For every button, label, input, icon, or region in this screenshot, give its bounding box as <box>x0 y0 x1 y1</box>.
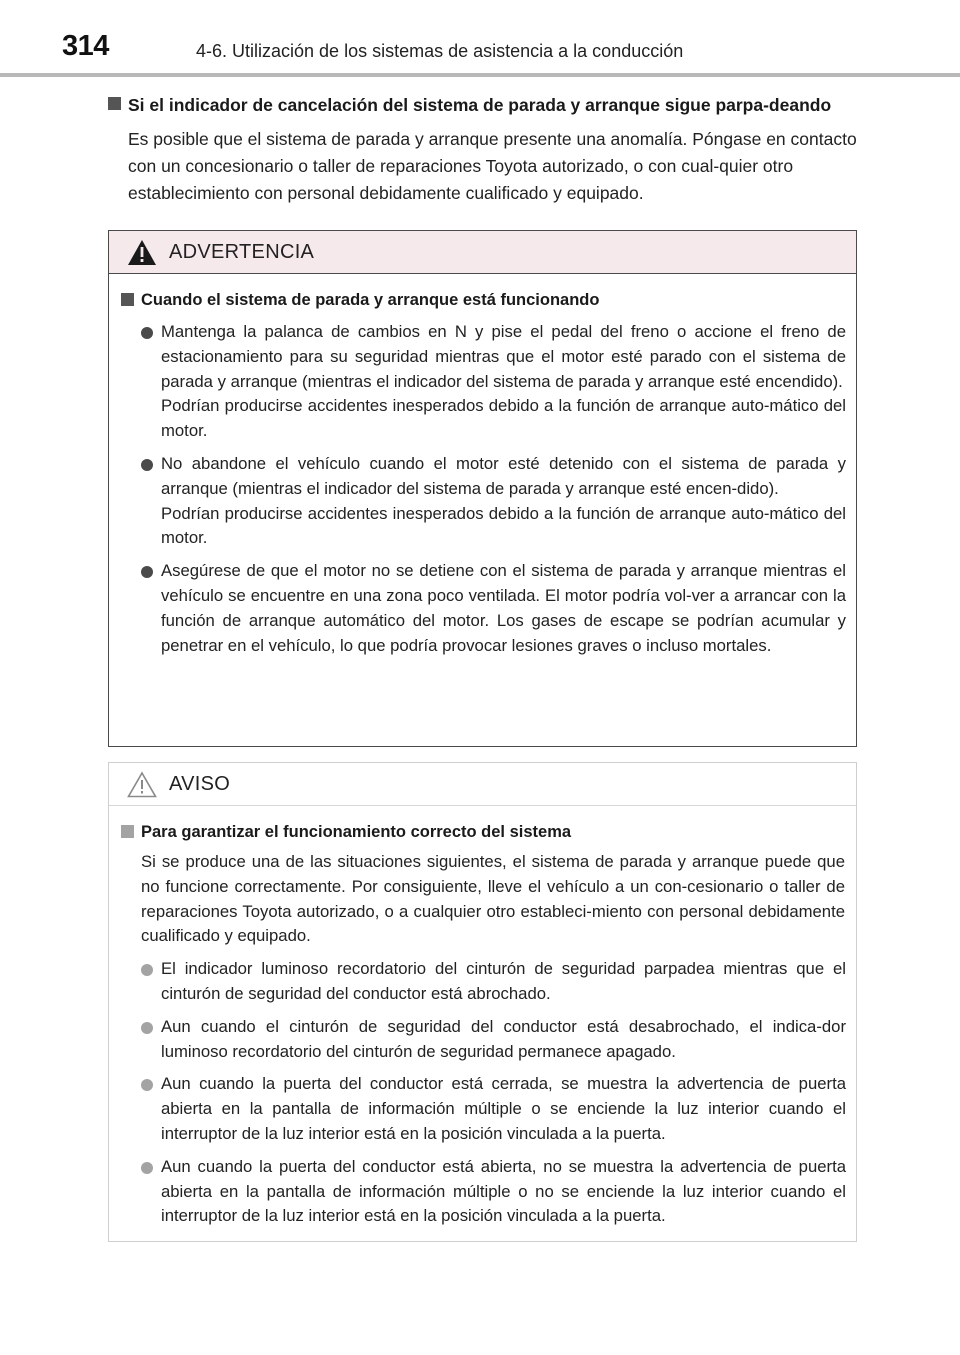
bullet-text: Mantenga la palanca de cambios en N y pise el pedal del freno o accione el freno de estacionamiento para su seguridad mientras que el motor esté parado con el sistema de parada y arranque (mientras el indicador del sistema de parada y arranque esté encendido). <box>161 322 846 391</box>
bullet-icon <box>141 327 153 339</box>
notice-title: AVISO <box>169 772 231 795</box>
bullet-text: El indicador luminoso recordatorio del cinturón de seguridad parpadea mientras que el cinturón de seguridad del conductor está abrochado. <box>161 959 846 1003</box>
bullet-text: Asegúrese de que el motor no se detiene con el sistema de parada y arranque mientras el vehículo se encuentre en una zona poco ventilada. El motor podría vol-ver a arrancar con la función de arranque automático del motor. Los gases de escape se podrían acumular y penetrar en el vehículo, lo que podría provocar lesiones graves o incluso mortales. <box>161 561 846 655</box>
bullet-icon <box>141 1162 153 1174</box>
list-item <box>121 1072 846 1146</box>
notice-triangle-icon <box>127 771 157 798</box>
bullet-icon <box>141 964 153 976</box>
bullet-text: Aun cuando la puerta del conductor está cerrada, se muestra la advertencia de puerta abierta en la pantalla de información múltiple o se enciende la luz interior cuando el interruptor de la luz interior está en la posición vinculada a la puerta. <box>161 1074 846 1143</box>
bullet-note: Podrían producirse accidentes inesperados debido a la función de arranque auto-mático del motor. <box>161 503 846 548</box>
list-item <box>121 1015 846 1065</box>
list-item <box>121 559 846 658</box>
warning-box <box>108 230 857 747</box>
notice-header <box>109 763 856 806</box>
notice-intro: Si se produce una de las situaciones siguientes, el sistema de parada y arranque puede que no funcione correctamente. Por consiguiente, lleve el vehículo a un con-cesionario o taller de reparaciones Toyota autorizado, o a cualquier otro estableci-miento con personal debidamente cualificado y equipado. <box>141 852 845 946</box>
list-item <box>121 957 846 1007</box>
list-item <box>121 1155 846 1229</box>
list-item <box>121 320 846 444</box>
section-square-icon <box>108 97 121 110</box>
warning-header <box>109 231 856 274</box>
warning-triangle-icon <box>127 239 157 266</box>
header-divider <box>0 73 960 77</box>
subheading-square-icon <box>121 825 134 838</box>
bullet-note: Podrían producirse accidentes inesperados debido a la función de arranque auto-mático del motor. <box>161 396 846 441</box>
bullet-text: Aun cuando el cinturón de seguridad del conductor está desabrochado, el indica-dor luminoso recordatorio del cinturón de seguridad permanece apagado. <box>161 1016 846 1061</box>
page-number: 314 <box>62 30 109 62</box>
warning-subheading: Cuando el sistema de parada y arranque está funcionando <box>141 291 600 309</box>
bullet-icon <box>141 566 153 578</box>
subheading-square-icon <box>121 293 134 306</box>
list-item <box>121 452 846 551</box>
section-heading: Si el indicador de cancelación del sistema de parada y arranque sigue parpa-deando <box>128 95 832 115</box>
bullet-icon <box>141 1079 153 1091</box>
indicator-section <box>108 92 858 207</box>
bullet-icon <box>141 1022 153 1034</box>
notice-box <box>108 762 857 1242</box>
chapter-title: 4-6. Utilización de los sistemas de asistencia a la conducción <box>196 41 684 61</box>
bullet-text: No abandone el vehículo cuando el motor esté detenido con el sistema de parada y arranque (mientras el indicador del sistema de parada y arranque esté encen-dido). <box>161 453 846 498</box>
section-text: Es posible que el sistema de parada y arranque presente una anomalía. Póngase en contacto con un concesionario o taller de reparaciones Toyota autorizado, o con cual-quier otro establecimiento con personal debidamente cualificado y equipado. <box>128 129 857 203</box>
bullet-text: Aun cuando la puerta del conductor está abierta, no se muestra la advertencia de puerta abierta en la pantalla de información múltiple o no se enciende la luz interior cuando el interruptor de la luz interior está en la posición vinculada a la puerta. <box>161 1156 846 1226</box>
notice-subheading: Para garantizar el funcionamiento correcto del sistema <box>141 823 572 841</box>
bullet-icon <box>141 459 153 471</box>
page-header <box>0 0 960 78</box>
warning-title: ADVERTENCIA <box>169 240 315 263</box>
